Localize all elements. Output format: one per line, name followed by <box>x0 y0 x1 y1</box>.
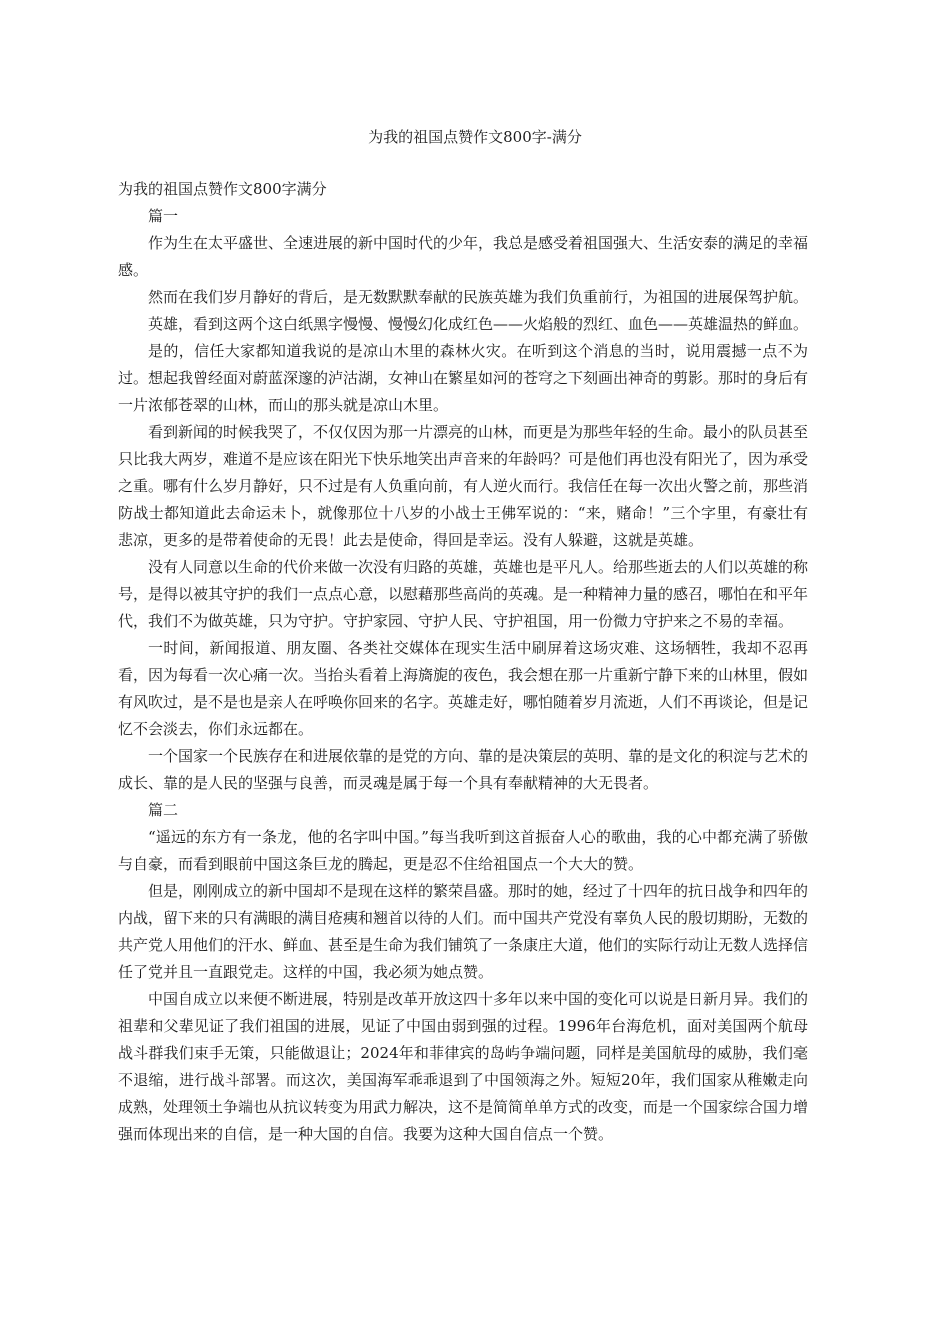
paragraph: 但是，刚刚成立的新中国却不是现在这样的繁荣昌盛。那时的她，经过了十四年的抗日战争和四年的内战，留下来的只有满眼的满目疮痍和翘首以待的人们。而中国共产党没有辜负人民的殷切期盼，无数的共产党人用他们的汗水、鲜血、甚至是生命为我们铺筑了一条康庄大道，他们的实际行动让无数人选择信任了党并且一直跟党走。这样的中国，我必须为她点赞。 <box>118 882 809 981</box>
paragraph: 看到新闻的时候我哭了，不仅仅因为那一片漂亮的山林，而更是为那些年轻的生命。最小的队员甚至只比我大两岁，难道不是应该在阳光下快乐地笑出声音来的年龄吗？可是他们再也没有阳光了，因为承受之重。哪有什么岁月静好，只不过是有人负重向前，有人逆火而行。我信任在每一次出火警之前，那些消防战士都知道此去命运未卜，就像那位十八岁的小战士王佛军说的：“来，赌命！”三个字里，有豪壮有悲凉，更多的是带着使命的无畏！此去是使命，得回是幸运。没有人躲避，这就是英雄。 <box>118 423 809 549</box>
paragraph: 一时间，新闻报道、朋友圈、各类社交媒体在现实生活中刷屏着这场灾难、这场牺牲，我却不忍再看，因为每看一次心痛一次。当抬头看着上海旖旎的夜色，我会想在那一片重新宁静下来的山林里，假如有风吹过，是不是也是亲人在呼唤你回来的名字。英雄走好，哪怕随着岁月流逝，人们不再谈论，但是记忆不会淡去，你们永远都在。 <box>118 639 809 738</box>
paragraph: 英雄，看到这两个这白纸黑字慢慢、慢慢幻化成红色——火焰般的烈红、血色——英雄温热的鲜血。 <box>148 315 809 333</box>
paragraph: 一个国家一个民族存在和进展依靠的是党的方向、靠的是决策层的英明、靠的是文化的积淀与艺术的成长、靠的是人民的坚强与良善，而灵魂是属于每一个具有奉献精神的大无畏者。 <box>118 747 809 792</box>
document-body <box>118 176 808 1148</box>
document-title: 为我的祖国点赞作文800字-满分 <box>368 128 582 146</box>
paragraph: 中国自成立以来便不断进展，特别是改革开放这四十多年以来中国的变化可以说是日新月异。我们的祖辈和父辈见证了我们祖国的进展，见证了中国由弱到强的过程。1996年台海危机，面对美国两个航母战斗群我们束手无策，只能做退让；2024年和菲律宾的岛屿争端问题，同样是美国航母的威胁，我们毫不退缩，进行战斗部署。而这次，美国海军乖乖退到了中国领海之外。短短20年，我们国家从稚嫩走向成熟，处理领土争端也从抗议转变为用武力解决，这不是简简单单方式的改变，而是一个国家综合国力增强而体现出来的自信，是一种大国的自信。我要为这种大国自信点一个赞。 <box>118 990 809 1143</box>
paragraph: “遥远的东方有一条龙，他的名字叫中国。”每当我听到这首振奋人心的歌曲，我的心中都充满了骄傲与自豪，而看到眼前中国这条巨龙的腾起，更是忍不住给祖国点一个大大的赞。 <box>118 828 808 873</box>
paragraph: 没有人同意以生命的代价来做一次没有归路的英雄，英雄也是平凡人。给那些逝去的人们以英雄的称号，是得以被其守护的我们一点点心意，以慰藉那些高尚的英魂。是一种精神力量的感召，哪怕在和平年代，我们不为做英雄，只为守护。守护家园、守护人民、守护祖国，用一份微力守护来之不易的幸福。 <box>118 558 809 630</box>
section-heading-1: 篇一 <box>148 207 179 225</box>
paragraph: 作为生在太平盛世、全速进展的新中国时代的少年，我总是感受着祖国强大、生活安泰的满足的幸福感。 <box>118 234 809 279</box>
paragraph: 是的，信任大家都知道我说的是凉山木里的森林火灾。在听到这个消息的当时，说用震撼一点不为过。想起我曾经面对蔚蓝深邃的泸沽湖，女神山在繁星如河的苍穹之下刻画出神奇的剪影。那时的身后有一片浓郁苍翠的山林，而山的那头就是凉山木里。 <box>118 342 809 414</box>
section-heading-2: 篇二 <box>148 801 179 819</box>
paragraph: 然而在我们岁月静好的背后，是无数默默奉献的民族英雄为我们负重前行，为祖国的进展保驾护航。 <box>148 288 809 306</box>
document-subtitle: 为我的祖国点赞作文800字满分 <box>118 180 327 198</box>
